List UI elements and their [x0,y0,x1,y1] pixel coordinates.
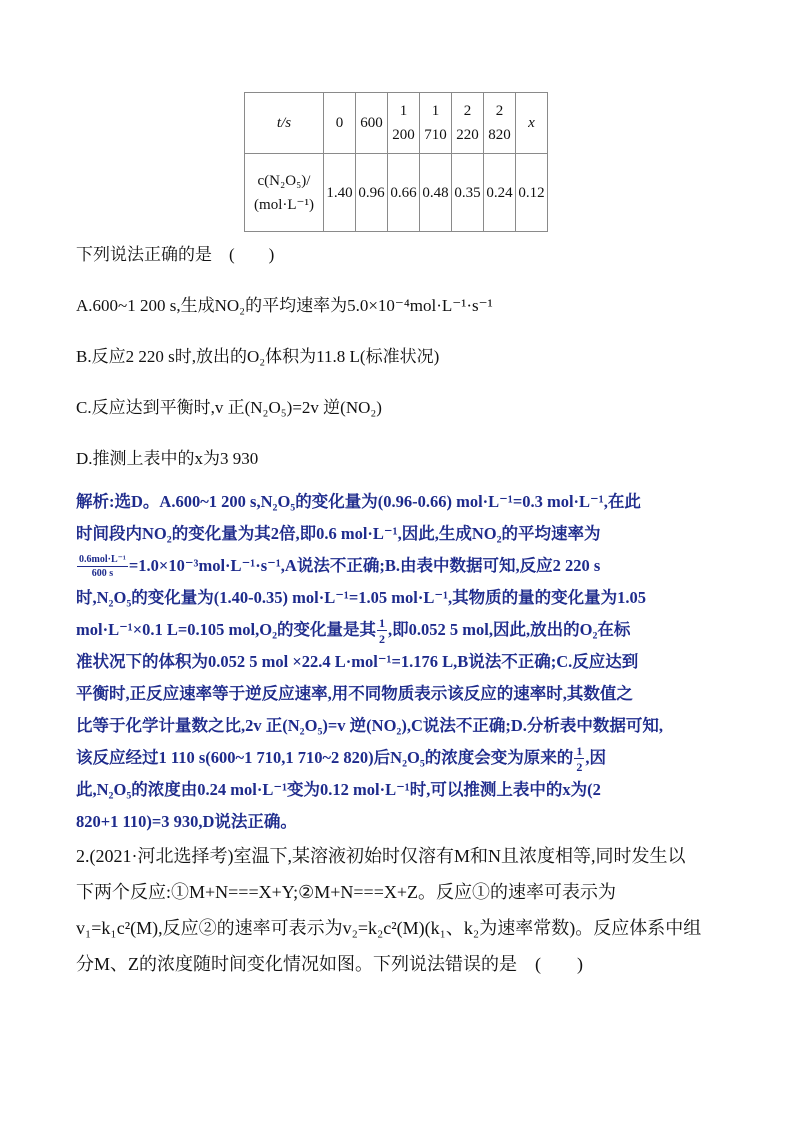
table-cell: 0.12 [516,154,548,232]
answer-explanation [76,486,726,838]
fraction-numerator: 1 [379,616,386,631]
answer-line: 820+1 110)=3 930,D说法正确。 [76,812,297,831]
answer-line [76,614,726,646]
problem-line: 2.(2021·河北选择考)室温下,某溶液初始时仅溶有M和N且浓度相等,同时发生以 [76,846,686,866]
table-cell: 0.35 [452,154,484,232]
table-cell: 0.24 [484,154,516,232]
answer-line [76,550,726,582]
table-header-cell: 0 [324,93,356,154]
answer-line: 此,N₂O₅的浓度由0.24 mol·L⁻¹变为0.12 mol·L⁻¹时,可以推测上表中的x为(2 [76,780,601,799]
option-a: A.600~1 200 s,生成NO₂的平均速率为5.0×10⁻⁴mol·L⁻¹·s⁻¹ [76,296,493,315]
table-row-label [245,154,324,232]
problem-2 [76,838,736,982]
row-label-line: c(N₂O₅)/ [257,172,311,189]
answer-line-part: 该反应经过1 110 s(600~1 710,1 710~2 820)后N₂O₅的浓度会变为原来的 [76,748,574,767]
row-label-line: (mol·L⁻¹) [254,196,314,213]
fraction-numerator: 0.6mol·L⁻¹ [79,554,126,566]
table-row [245,154,548,232]
answer-line-rest: =1.0×10⁻³mol·L⁻¹·s⁻¹,A说法不正确;B.由表中数据可知,反应2 220 s [128,556,601,575]
answer-line-part: ,因 [585,748,606,767]
table-header-cell: 2 820 [484,93,516,154]
table-cell: 1.40 [324,154,356,232]
half-fraction [574,745,584,773]
rate-fraction [77,555,128,579]
half-fraction [377,617,387,645]
answer-line: 时,N₂O₅的变化量为(1.40-0.35) mol·L⁻¹=1.05 mol·L⁻¹,其物质的量的变化量为1.05 [76,588,647,607]
option-b: B.反应2 220 s时,放出的O₂体积为11.8 L(标准状况) [76,347,440,366]
answer-line-part: ,即0.052 5 mol,因此,放出的O₂在标 [388,620,631,639]
table-cell: 0.66 [388,154,420,232]
table-header-cell: t/s [245,93,324,154]
answer-line: 时间段内NO₂的变化量为其2倍,即0.6 mol·L⁻¹,因此,生成NO₂的平均速率为 [76,524,601,543]
table-cell: 0.96 [356,154,388,232]
fraction-denominator: 600 s [91,568,114,580]
question-stem: 下列说法正确的是 ( ) [76,245,275,264]
answer-line: 比等于化学计量数之比,2v 正(N₂O₅)=v 逆(NO₂),C说法不正确;D.分析表中数据可知, [76,716,664,735]
table-header-cell: 600 [356,93,388,154]
data-table [244,92,548,232]
table-cell: 0.48 [420,154,452,232]
answer-line-part: mol·L⁻¹×0.1 L=0.105 mol,O₂的变化量是其 [76,620,377,639]
table-header-cell: 2 220 [452,93,484,154]
answer-line: 解析:选D。A.600~1 200 s,N₂O₅的变化量为(0.96-0.66) mol·L⁻¹=0.3 mol·L⁻¹,在此 [76,492,641,511]
fraction-denominator: 2 [379,632,386,647]
table-header-cell: x [516,93,548,154]
table-header-cell: 1 200 [388,93,420,154]
answer-line: 准状况下的体积为0.052 5 mol ×22.4 L·mol⁻¹=1.176 L,B说法不正确;C.反应达到 [76,652,639,671]
table-header-cell: 1 710 [420,93,452,154]
answer-line [76,742,726,774]
problem-line: v₁=k₁c²(M),反应②的速率可表示为v₂=k₂c²(M)(k₁、k₂为速率常数)。反应体系中组 [76,918,702,938]
fraction-denominator: 2 [576,760,583,775]
fraction-numerator: 1 [576,744,583,759]
option-d: D.推测上表中的x为3 930 [76,449,259,468]
option-c: C.反应达到平衡时,v 正(N₂O₅)=2v 逆(NO₂) [76,398,382,417]
problem-line: 分M、Z的浓度随时间变化情况如图。下列说法错误的是 ( ) [76,954,583,974]
table-header-row [245,93,548,154]
answer-line: 平衡时,正反应速率等于逆反应速率,用不同物质表示该反应的速率时,其数值之 [76,684,633,703]
problem-line: 下两个反应:①M+N===X+Y;②M+N===X+Z。反应①的速率可表示为 [76,882,616,902]
